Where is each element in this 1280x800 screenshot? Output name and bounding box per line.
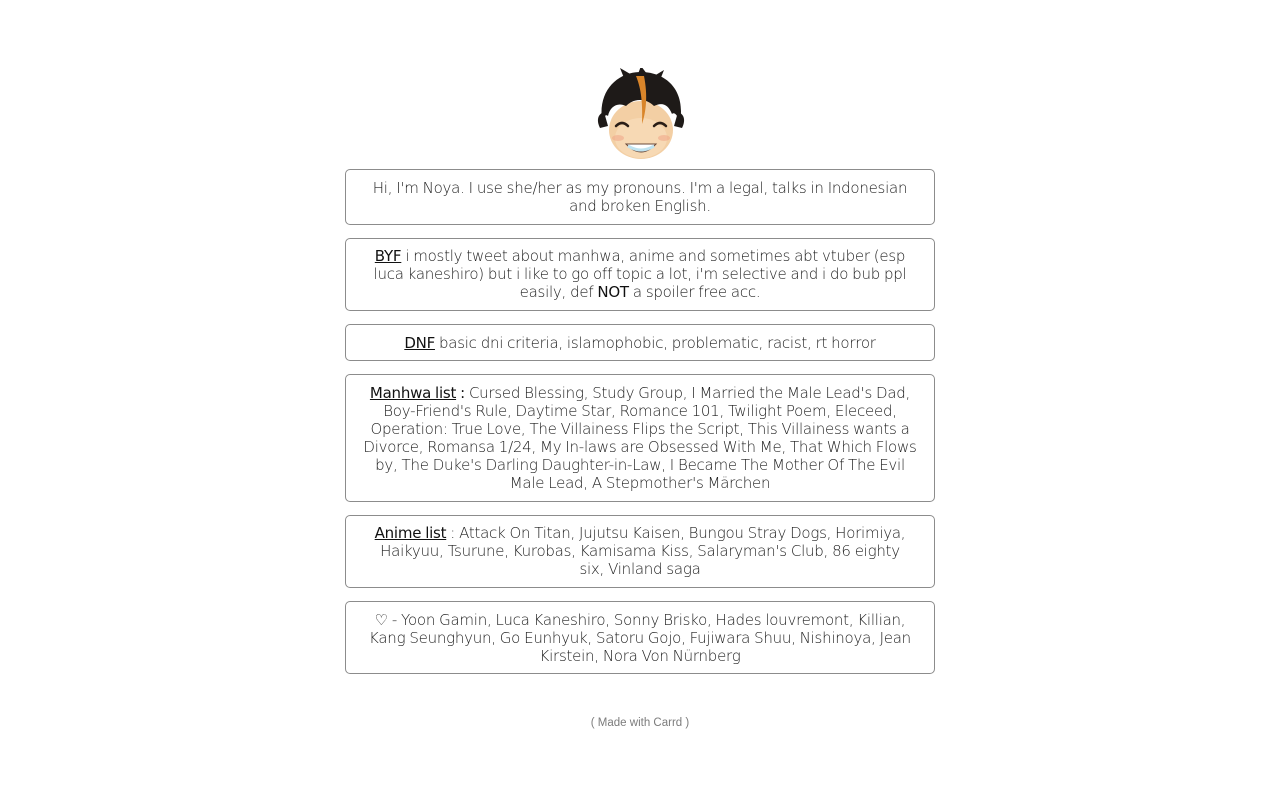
favorites-text: - Yoon Gamin, Luca Kaneshiro, Sonny Brisko, Hades louvremont, Killian, Kang Seunghyun, Go Eunhyuk, Satoru Gojo, Fujiwara Shuu, Nishinoya, Jean Kirstein, Nora Von Nürnberg xyxy=(369,611,911,665)
made-with-carrd-link[interactable]: ( Made with Carrd ) xyxy=(590,717,690,729)
chibi-character-avatar-icon xyxy=(594,68,688,162)
heart-icon: ♡ xyxy=(374,611,388,629)
intro-card xyxy=(345,169,935,225)
profile-avatar xyxy=(594,68,688,162)
dnf-link[interactable]: DNF xyxy=(404,334,435,352)
anime-text: : Attack On Titan, Jujutsu Kaisen, Bungou Stray Dogs, Horimiya, Haikyuu, Tsurune, Kurobas, Kamisama Kiss, Salaryman's Club, 86 eighty six, Vinland saga xyxy=(380,524,906,578)
anime-list-link[interactable]: Anime list xyxy=(374,524,447,542)
manhwa-separator: : xyxy=(456,384,469,402)
manhwa-content xyxy=(356,384,924,492)
manhwa-text: Cursed Blessing, Study Group, I Married the Male Lead's Dad, Boy-Friend's Rule, Daytime Star, Romance 101, Twilight Poem, Eleceed, Operation: True Love, The Villainess Flips the Script, This Villainess wants a Divorce, Romansa 1/24, My In-laws are Obsessed With Me, That Which Flows by, The Duke's Darling Daughter-in-Law, I Became The Mother Of The Evil Male Lead, A Stepmother's Märchen xyxy=(363,384,917,492)
manhwa-list-link[interactable]: Manhwa list xyxy=(369,384,457,402)
byf-link[interactable]: BYF xyxy=(374,247,402,265)
dnf-text: basic dni criteria, islamophobic, problematic, racist, rt horror xyxy=(434,334,876,352)
dnf-content xyxy=(358,334,922,352)
intro-text: Hi, I'm Noya. I use she/her as my pronouns. I'm a legal, talks in Indonesian and broken English. xyxy=(372,179,908,215)
byf-text-end: a spoiler free acc. xyxy=(628,283,761,301)
byf-emphasis: NOT xyxy=(597,283,629,301)
dnf-card xyxy=(345,324,935,361)
manhwa-list-card xyxy=(345,374,935,502)
byf-text: i mostly tweet about manhwa, anime and sometimes abt vtuber (esp luca kaneshiro) but i like to go off topic a lot, i'm selective and i do bub ppl easily, def xyxy=(373,247,907,301)
favorites-card xyxy=(345,601,935,674)
footer xyxy=(0,717,1280,729)
favorites-content xyxy=(360,611,920,665)
anime-content xyxy=(370,524,910,578)
byf-content xyxy=(362,247,918,301)
anime-list-card xyxy=(345,515,935,588)
byf-card xyxy=(345,238,935,311)
